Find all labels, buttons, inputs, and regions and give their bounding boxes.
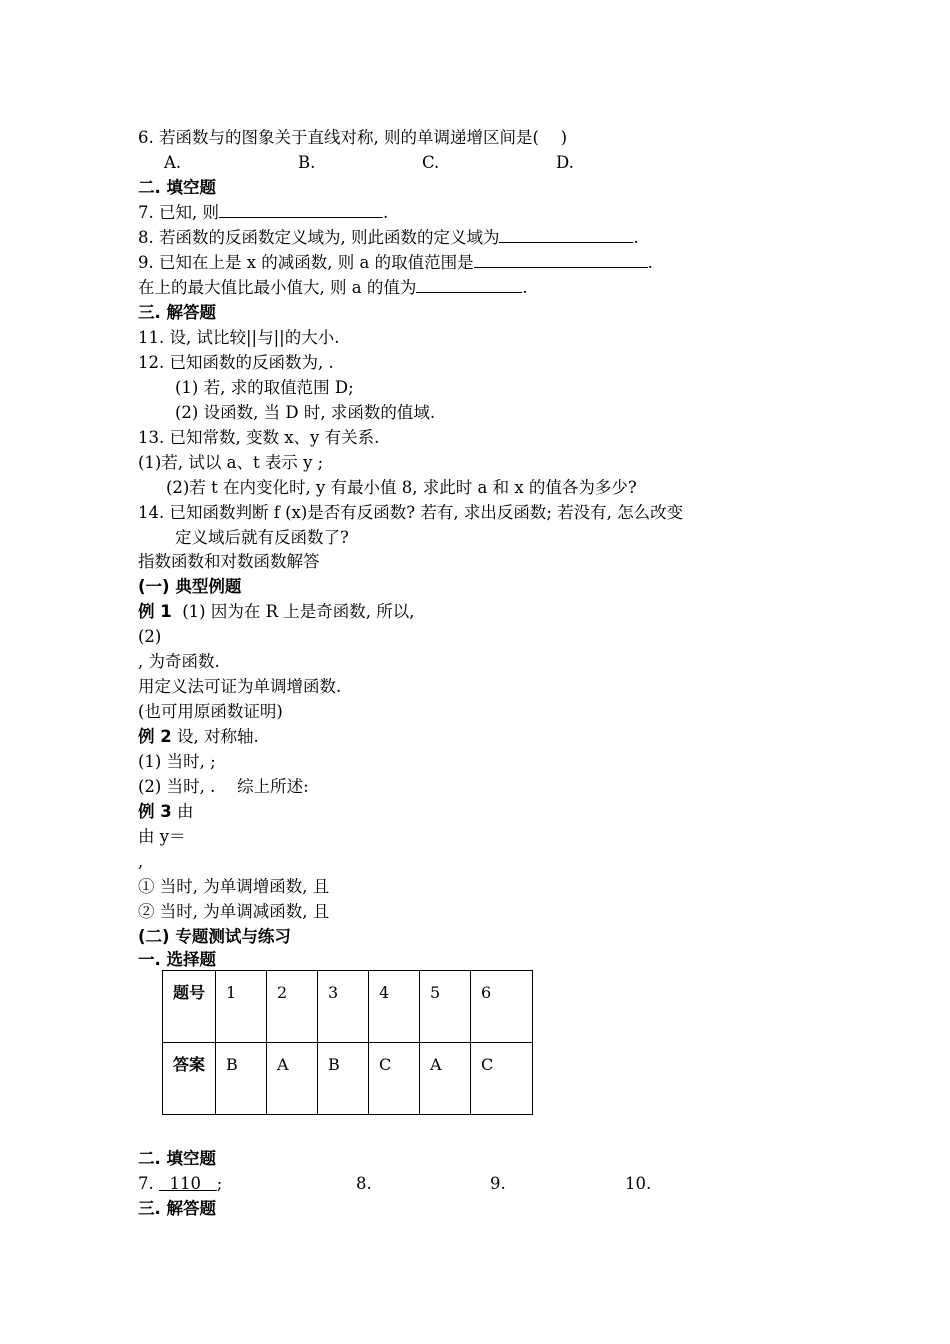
option-c: C.: [422, 153, 440, 172]
table-answer-label: 答案: [163, 1043, 216, 1115]
fill-answer-10: 10.: [625, 1174, 652, 1193]
example-3-line-2: ,: [138, 852, 144, 871]
example-3-label: 例 3: [138, 802, 172, 821]
table-cell: 2: [267, 971, 318, 1043]
question-12-part-1: (1) 若, 求的取值范围 D;: [175, 378, 354, 397]
example-2-text: 设, 对称轴.: [176, 727, 259, 746]
fill-answer-7: [138, 1172, 222, 1196]
section-solve-answers-heading: 三. 解答题: [138, 1199, 217, 1218]
fill-answer-8: 8.: [356, 1174, 372, 1193]
question-9-text: 9. 已知在上是 x 的减函数, 则 a 的取值范围是: [138, 253, 474, 272]
table-cell: 6: [471, 971, 533, 1043]
question-10-text: 在上的最大值比最小值大, 则 a 的值为: [138, 278, 417, 297]
example-3-line-3: ① 当时, 为单调增函数, 且: [138, 877, 330, 896]
fill-answer-9: 9.: [490, 1174, 506, 1193]
table-row: [163, 1043, 533, 1115]
answers-title: 指数函数和对数函数解答: [138, 552, 320, 571]
example-1-line-4: 用定义法可证为单调增函数.: [138, 677, 342, 696]
answer-blank: [416, 276, 522, 293]
example-1: [138, 600, 415, 624]
part-2-heading: (二) 专题测试与练习: [138, 927, 291, 946]
section-choice-heading: 一. 选择题: [138, 950, 217, 969]
table-cell: A: [420, 1043, 471, 1115]
table-cell: 5: [420, 971, 471, 1043]
example-2-line-2: (2) 当时, . 综上所述:: [138, 777, 309, 796]
question-10-end: .: [522, 278, 528, 297]
fill-answer-7-label: 7.: [138, 1174, 154, 1193]
example-3-text: 由: [176, 802, 194, 821]
table-row: [163, 971, 533, 1043]
table-cell: 3: [318, 971, 369, 1043]
example-3-line-1: 由 y＝: [138, 827, 186, 846]
option-a: A.: [164, 153, 182, 172]
answer-blank: [474, 251, 648, 268]
option-d: D.: [556, 153, 574, 172]
question-7: [138, 201, 388, 225]
answer-blank: [499, 226, 633, 243]
answer-blank: [219, 201, 383, 218]
fill-answer-7-value-text: 110: [169, 1174, 201, 1193]
table-cell: C: [369, 1043, 420, 1115]
table-cell: B: [318, 1043, 369, 1115]
question-13: 13. 已知常数, 变数 x、y 有关系.: [138, 428, 380, 447]
example-1-label: 例 1: [138, 602, 172, 621]
example-2-line-1: (1) 当时, ;: [138, 752, 216, 771]
example-1-line-5: (也可用原函数证明): [138, 702, 283, 721]
table-cell: C: [471, 1043, 533, 1115]
table-cell: 4: [369, 971, 420, 1043]
question-9-end: .: [647, 253, 653, 272]
question-8-end: .: [633, 228, 639, 247]
question-7-text: 7. 已知, 则: [138, 203, 219, 222]
example-2-label: 例 2: [138, 727, 172, 746]
question-6: 6. 若函数与的图象关于直线对称, 则的单调递增区间是( ): [138, 128, 568, 147]
example-1-line-2: (2): [138, 627, 162, 646]
answer-table: [162, 970, 533, 1115]
question-13-part-1: (1)若, 试以 a、t 表示 y ;: [138, 453, 324, 472]
question-7-end: .: [382, 203, 389, 222]
section-fill-answers-heading: 二. 填空题: [138, 1149, 217, 1168]
question-8: [138, 226, 639, 250]
example-3: [138, 800, 193, 824]
part-1-heading: (一) 典型例题: [138, 577, 242, 596]
fill-answer-7-sep: ;: [216, 1174, 223, 1193]
question-12-part-2: (2) 设函数, 当 D 时, 求函数的值域.: [175, 403, 436, 422]
question-12: 12. 已知函数的反函数为, .: [138, 353, 334, 372]
question-9: [138, 251, 653, 275]
example-3-line-4: ② 当时, 为单调减函数, 且: [138, 902, 330, 921]
fill-answer-7-value: [159, 1174, 217, 1193]
section-fill-heading: 二. 填空题: [138, 178, 217, 197]
question-14-cont: 定义域后就有反函数了?: [175, 528, 349, 547]
table-header-label: 题号: [163, 971, 216, 1043]
question-8-text: 8. 若函数的反函数定义域为, 则此函数的定义域为: [138, 228, 500, 247]
question-14: 14. 已知函数判断 f (x)是否有反函数? 若有, 求出反函数; 若没有, 怎么改变: [138, 503, 684, 522]
table-cell: 1: [216, 971, 267, 1043]
table-cell: A: [267, 1043, 318, 1115]
example-2: [138, 725, 259, 749]
question-13-part-2: (2)若 t 在内变化时, y 有最小值 8, 求此时 a 和 x 的值各为多少?: [166, 478, 637, 497]
section-solve-heading: 三. 解答题: [138, 303, 217, 322]
table-cell: B: [216, 1043, 267, 1115]
example-1-line-3: , 为奇函数.: [138, 652, 220, 671]
question-10: [138, 276, 528, 300]
example-1-text: (1) 因为在 R 上是奇函数, 所以,: [182, 602, 415, 621]
option-b: B.: [298, 153, 316, 172]
question-11: 11. 设, 试比较||与||的大小.: [138, 328, 340, 347]
